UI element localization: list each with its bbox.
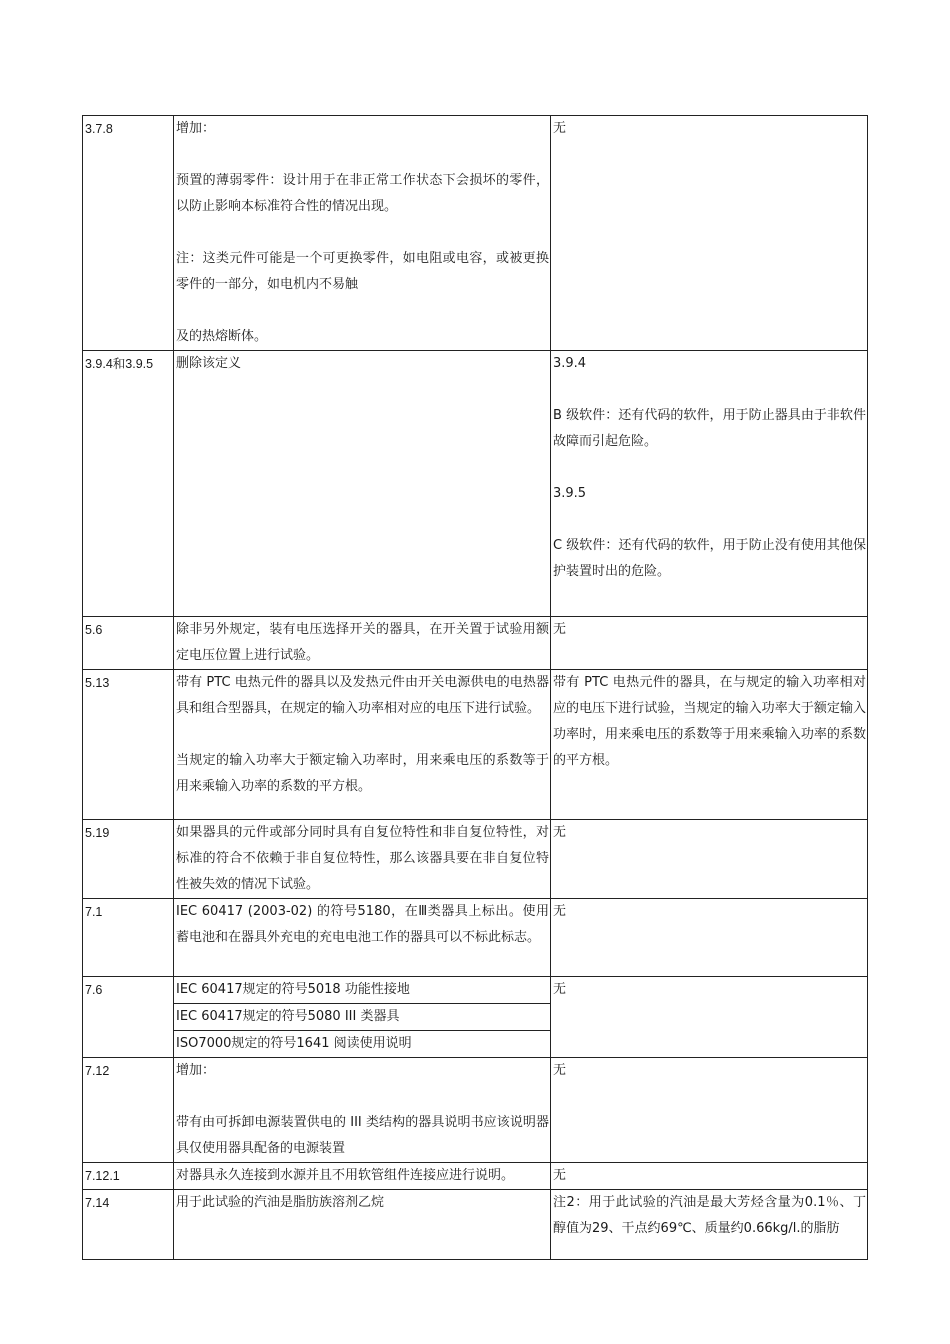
iec-text-cell [174, 1190, 551, 1260]
cell-paragraph: 无 [553, 825, 567, 840]
clause-number: 7.6 [83, 977, 174, 1058]
clause-number: 5.13 [83, 670, 174, 820]
cell-paragraph: 带有 PTC 电热元件的器具，在与规定的输入功率相对应的电压下进行试验，当规定的输入功率大于额定输入功率时，用来乘电压的系数等于用来乘输入功率的系数的平方根。 [553, 675, 866, 768]
cell-paragraph: 3.9.4 [553, 356, 587, 371]
gb-text-cell [551, 670, 868, 820]
clause-number: 5.19 [83, 820, 174, 899]
blank-line [176, 220, 549, 246]
blank-line [176, 722, 549, 748]
clause-number: 3.7.8 [83, 116, 174, 351]
table-row [83, 116, 868, 351]
blank-line [553, 455, 866, 481]
iec-text-cell [174, 351, 551, 617]
table-row [83, 1163, 868, 1190]
blank-line [553, 507, 866, 533]
iec-text-cell [174, 116, 551, 351]
symbol-line: IEC 60417规定的符号5018 功能性接地 [176, 982, 410, 997]
cell-paragraph: 无 [553, 121, 567, 136]
iec-text-cell [174, 1058, 551, 1163]
symbol-line: IEC 60417规定的符号5080 III 类器具 [174, 1003, 550, 1030]
cell-paragraph: B 级软件：还有代码的软件，用于防止器具由于非软件故障而引起危险。 [553, 408, 866, 449]
cell-paragraph: 无 [553, 1063, 567, 1078]
gb-text-cell [551, 617, 868, 670]
blank-line [176, 142, 549, 168]
clause-number: 3.9.4和3.9.5 [83, 351, 174, 617]
table-row [83, 899, 868, 977]
cell-paragraph: 用于此试验的汽油是脂肪族溶剂乙烷 [176, 1195, 385, 1210]
cell-paragraph: 增加： [176, 1063, 216, 1078]
iec-text-cell [174, 820, 551, 899]
cell-paragraph: 当规定的输入功率大于额定输入功率时，用来乘电压的系数等于用来乘输入功率的系数的平方根。 [176, 753, 549, 794]
clause-number: 7.1 [83, 899, 174, 977]
cell-paragraph: C 级软件：还有代码的软件，用于防止没有使用其他保护装置时出的危险。 [553, 538, 866, 579]
gb-text-cell [551, 351, 868, 617]
clause-number: 7.12.1 [83, 1163, 174, 1190]
cell-paragraph: IEC 60417 (2003-02) 的符号5180，在Ⅲ类器具上标出。使用蓄电池和在器具外充电的充电电池工作的器具可以不标此标志。 [176, 904, 549, 945]
cell-paragraph: 及的热熔断体。 [176, 329, 268, 344]
clause-number: 5.6 [83, 617, 174, 670]
cell-paragraph: 注：这类元件可能是一个可更换零件，如电阻或电容，或被更换零件的一部分，如电机内不易触 [176, 251, 549, 292]
cell-paragraph: 无 [553, 982, 567, 997]
table-row [83, 1058, 868, 1163]
table-body [83, 116, 868, 1260]
cell-paragraph: 预置的薄弱零件：设计用于在非正常工作状态下会损坏的零件，以防止影响本标准符合性的情况出现。 [176, 173, 549, 214]
table-row [83, 977, 868, 1058]
table-row [83, 670, 868, 820]
gb-text-cell [551, 820, 868, 899]
cell-paragraph: 带有由可拆卸电源装置供电的 III 类结构的器具说明书应该说明器具仅使用器具配备的电源装置 [176, 1115, 549, 1156]
cell-paragraph: 无 [553, 1168, 567, 1183]
gb-text-cell [551, 1163, 868, 1190]
cell-paragraph: 增加： [176, 121, 216, 136]
cell-paragraph: 带有 PTC 电热元件的器具以及发热元件由开关电源供电的电热器具和组合型器具，在规定的输入功率相对应的电压下进行试验。 [176, 675, 549, 716]
cell-paragraph: 除非另外规定，装有电压选择开关的器具，在开关置于试验用额定电压位置上进行试验。 [176, 622, 549, 663]
cell-paragraph: 注2：用于此试验的汽油是最大芳烃含量为0.1％、丁醇值为29、干点约69℃、质量约0.66kg/l.的脂肪 [553, 1195, 866, 1236]
iec-text-cell [174, 1163, 551, 1190]
clause-number: 7.12 [83, 1058, 174, 1163]
table-row [83, 1190, 868, 1260]
table-row [83, 351, 868, 617]
cell-paragraph: 3.9.5 [553, 486, 587, 501]
gb-text-cell [551, 116, 868, 351]
iec-text-cell [174, 617, 551, 670]
cell-paragraph: 无 [553, 622, 567, 637]
blank-line [176, 298, 549, 324]
gb-text-cell [551, 899, 868, 977]
cell-paragraph: 删除该定义 [176, 356, 242, 371]
table-row [83, 617, 868, 670]
blank-line [553, 377, 866, 403]
table-row [83, 820, 868, 899]
gb-text-cell [551, 1058, 868, 1163]
clause-number: 7.14 [83, 1190, 174, 1260]
iec-text-cell [174, 670, 551, 820]
cell-paragraph: 如果器具的元件或部分同时具有自复位特性和非自复位特性，对标准的符合不依赖于非自复位特性，那么该器具要在非自复位特性被失效的情况下试验。 [176, 825, 549, 892]
cell-paragraph: 无 [553, 904, 567, 919]
iec-text-cell [174, 899, 551, 977]
iec-text-cell [174, 977, 551, 1058]
gb-text-cell [551, 977, 868, 1058]
symbol-line: ISO7000规定的符号1641 阅读使用说明 [174, 1030, 550, 1057]
comparison-table [82, 115, 868, 1260]
blank-line [176, 1084, 549, 1110]
cell-paragraph: 对器具永久连接到水源并且不用软管组件连接应进行说明。 [176, 1168, 515, 1183]
gb-text-cell [551, 1190, 868, 1260]
